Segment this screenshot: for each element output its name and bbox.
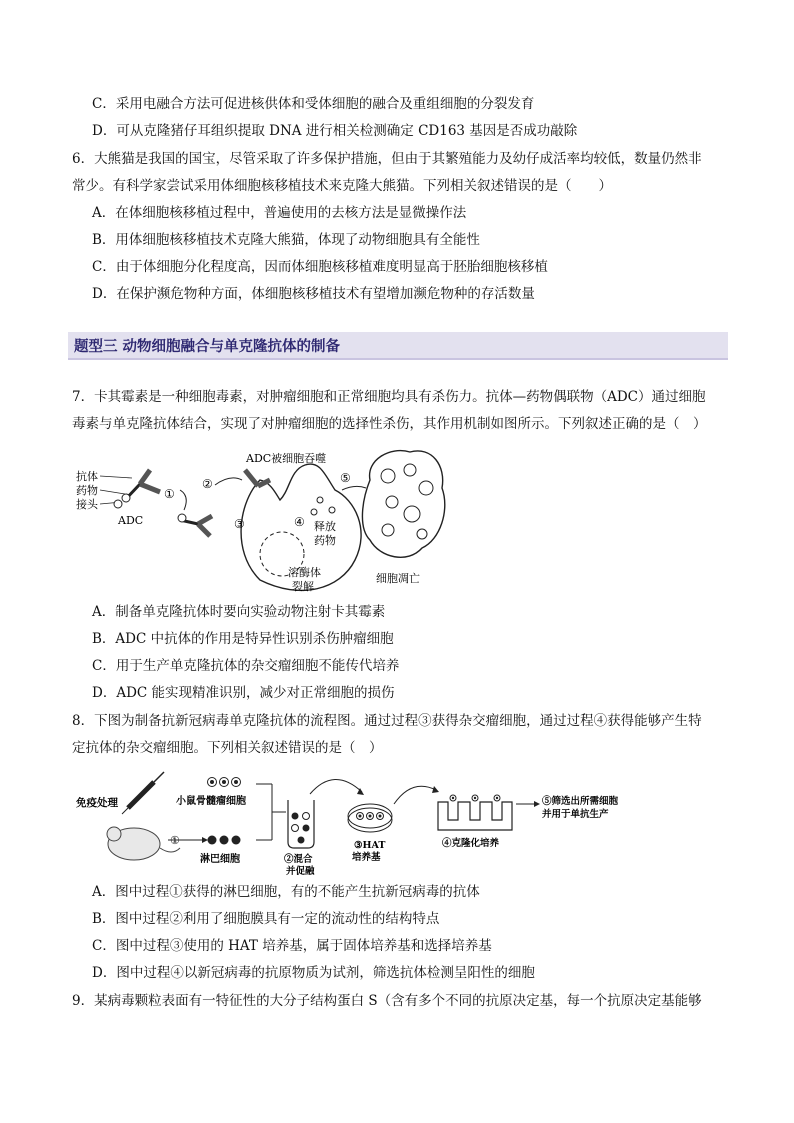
- q8-stem-line2: 定抗体的杂交瘤细胞。下列相关叙述错误的是（ ）: [72, 740, 383, 756]
- section-title: 题型三 动物细胞融合与单克隆抗体的制备: [74, 339, 341, 355]
- myeloma-cells-icon: [208, 778, 241, 787]
- q7-option-d: D．ADC 能实现精准识别，减少对正常细胞的损伤: [92, 685, 395, 701]
- label-release-1: 释放: [314, 520, 336, 533]
- label-antibody: 抗体: [76, 470, 98, 483]
- q8-option-b: B．图中过程②利用了细胞膜具有一定的流动性的结构特点: [92, 911, 440, 927]
- q7-option-c: C．用于生产单克隆抗体的杂交瘤细胞不能传代培养: [92, 658, 400, 674]
- step-2: ②: [202, 477, 213, 491]
- label-lysosome-2: 裂解: [292, 580, 314, 593]
- label-lysosome-1: 溶酶体: [288, 566, 321, 579]
- q7-option-b: B．ADC 中抗体的作用是特异性识别杀伤肿瘤细胞: [92, 631, 394, 647]
- q8-option-d: D．图中过程④以新冠病毒的抗原物质为试剂，筛选抗体检测呈阳性的细胞: [92, 965, 535, 981]
- step-4: ④: [294, 515, 305, 529]
- label-clone: ④克隆化培养: [442, 838, 500, 849]
- q6-stem-line1: 6．大熊猫是我国的国宝，尽管采取了许多保护措施，但由于其繁殖能力及幼仔成活率均较低，数量仍然非: [72, 151, 702, 167]
- label-drug: 药物: [76, 484, 98, 497]
- q5-option-c: C．采用电融合方法可促进核供体和受体细胞的融合及重组细胞的分裂发育: [92, 96, 535, 112]
- clone-plate-icon: [438, 802, 512, 830]
- step-3: ③: [234, 517, 245, 531]
- q5-option-d: D．可从克隆猪仔耳组织提取 DNA 进行相关检测确定 CD163 基因是否成功敲除: [92, 123, 578, 139]
- q6-option-c: C．由于体细胞分化程度高，因而体细胞核移植难度明显高于胚胎细胞核移植: [92, 259, 548, 275]
- q7-stem-line2: 毒素与单克隆抗体结合，实现了对肿瘤细胞的选择性杀伤，其作用机制如图所示。下列叙述正确的是（ ）: [72, 416, 707, 432]
- label-mix-1: ②混合: [284, 854, 313, 865]
- label-release-2: 药物: [314, 534, 336, 547]
- label-lymph: 淋巴细胞: [200, 854, 240, 865]
- q6-option-a: A．在体细胞核移植过程中，普遍使用的去核方法是显微操作法: [92, 205, 467, 221]
- label-immune: 免疫处理: [76, 797, 118, 809]
- label-hat-2: 培养基: [352, 852, 381, 863]
- mab-flow-figure: [72, 764, 712, 876]
- section-header: [68, 332, 728, 360]
- label-myeloma: 小鼠骨髓瘤细胞: [176, 796, 246, 807]
- step-5: ⑤: [340, 471, 351, 485]
- label-hat-1: ③HAT: [354, 840, 386, 851]
- adc-molecule-2-icon: [178, 514, 212, 536]
- label-screen-1: ⑤筛选出所需细胞: [542, 796, 619, 807]
- q8-option-c: C．图中过程③使用的 HAT 培养基，属于固体培养基和选择培养基: [92, 938, 492, 954]
- label-engulfed: ADC被细胞吞噬: [246, 452, 327, 465]
- step-1: ①: [164, 487, 175, 501]
- adc-diagram: [70, 440, 450, 600]
- label-apoptosis: 细胞凋亡: [376, 572, 420, 585]
- q8-option-a: A．图中过程①获得的淋巴细胞，有的不能产生抗新冠病毒的抗体: [92, 884, 480, 900]
- syringe-icon: [122, 772, 164, 814]
- petri-dish-icon: [348, 804, 392, 832]
- mab-flow-diagram: [72, 764, 712, 876]
- step-1: ①: [170, 834, 180, 847]
- label-linker: 接头: [76, 498, 98, 511]
- apoptotic-cell-shape: [362, 451, 444, 558]
- q6-stem-line2: 常少。有科学家尝试采用体细胞核移植技术来克隆大熊猫。下列相关叙述错误的是（ ）: [72, 178, 612, 194]
- q9-stem-line1: 9．某病毒颗粒表面有一特征性的大分子结构蛋白 S（含有多个不同的抗原决定基，每一个抗原决定基能够: [72, 993, 702, 1009]
- adc-molecule-icon: [114, 470, 160, 508]
- q6-option-d: D．在保护濒危物种方面，体细胞核移植技术有望增加濒危物种的存活数量: [92, 286, 535, 302]
- adc-bound-icon: [245, 470, 270, 486]
- adc-mechanism-figure: [70, 440, 450, 600]
- q7-stem-line1: 7．卡其霉素是一种细胞毒素，对肿瘤细胞和正常细胞均具有杀伤力。抗体—药物偶联物（ADC）通过细胞: [72, 389, 706, 405]
- q8-stem-line1: 8．下图为制备抗新冠病毒单克隆抗体的流程图。通过过程③获得杂交瘤细胞，通过过程④获得能够产生特: [72, 713, 702, 729]
- lymph-cells-icon: [208, 836, 241, 845]
- label-mix-2: 并促融: [286, 866, 315, 876]
- label-adc: ADC: [118, 514, 144, 527]
- label-screen-2: 并用于单抗生产: [542, 809, 609, 820]
- q7-option-a: A．制备单克隆抗体时要向实验动物注射卡其霉素: [92, 604, 386, 620]
- q6-option-b: B．用体细胞核移植技术克隆大熊猫，体现了动物细胞具有全能性: [92, 232, 480, 248]
